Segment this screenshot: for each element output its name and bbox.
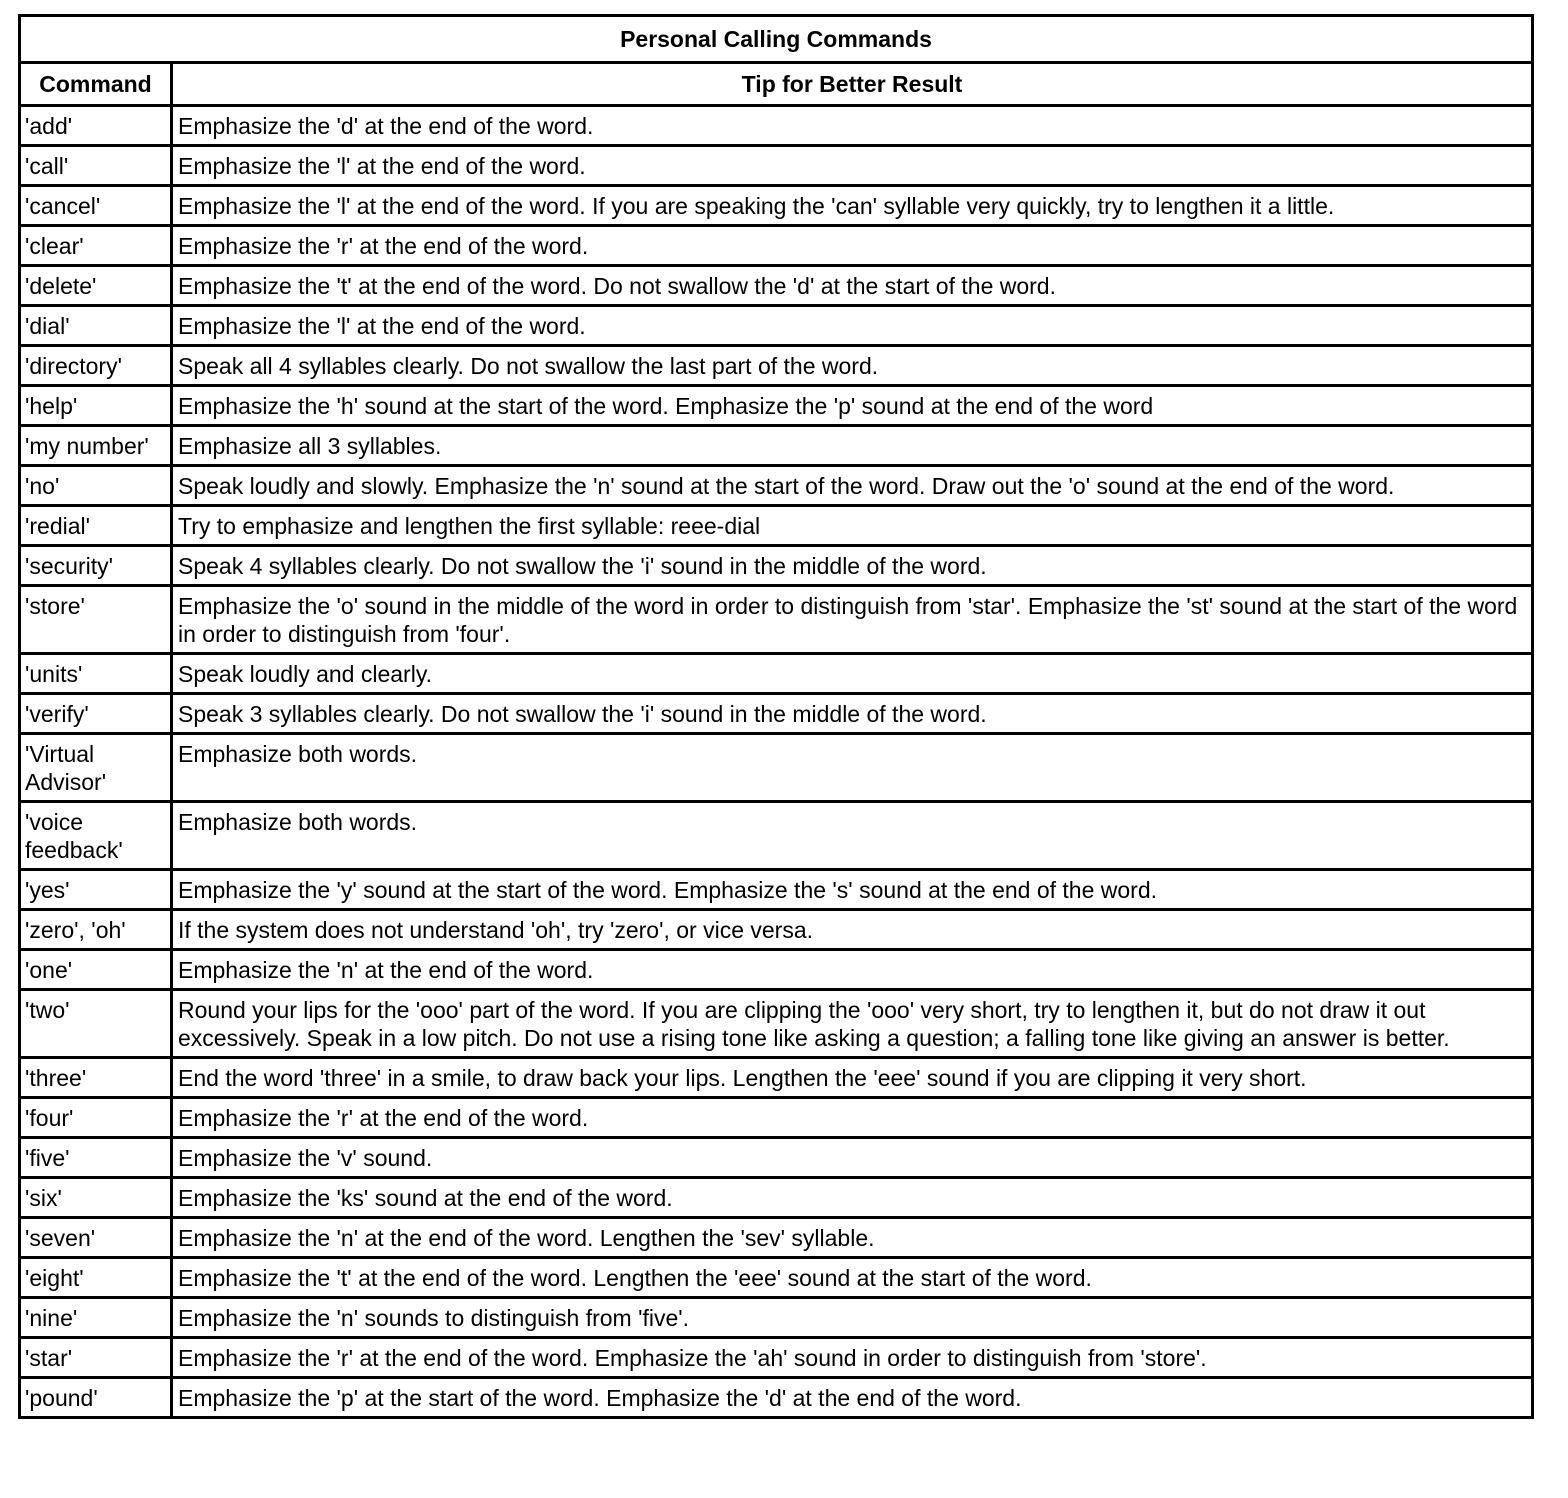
table-title: Personal Calling Commands	[20, 16, 1533, 63]
tip-cell: Emphasize the 'n' sounds to distinguish from 'five'.	[172, 1298, 1533, 1338]
tip-cell: Emphasize the 'l' at the end of the word.	[172, 146, 1533, 186]
tip-cell: Try to emphasize and lengthen the first syllable: reee-dial	[172, 506, 1533, 546]
table-row	[20, 1058, 1533, 1098]
command-cell: 'yes'	[20, 870, 172, 910]
command-cell: 'four'	[20, 1098, 172, 1138]
table-row	[20, 802, 1533, 870]
table-row	[20, 106, 1533, 146]
tip-cell: Speak loudly and slowly. Emphasize the 'n' sound at the start of the word. Draw out the 'o' sound at the end of the word.	[172, 466, 1533, 506]
table-header-row	[20, 63, 1533, 106]
command-cell: 'star'	[20, 1338, 172, 1378]
table-row	[20, 1218, 1533, 1258]
command-cell: 'store'	[20, 586, 172, 654]
table-row	[20, 990, 1533, 1058]
command-cell: 'five'	[20, 1138, 172, 1178]
command-cell: 'redial'	[20, 506, 172, 546]
command-cell: 'call'	[20, 146, 172, 186]
table-row	[20, 1298, 1533, 1338]
tip-cell: Emphasize both words.	[172, 734, 1533, 802]
tip-cell: Emphasize the 'r' at the end of the word. Emphasize the 'ah' sound in order to distinguish from 'store'.	[172, 1338, 1533, 1378]
command-cell: 'units'	[20, 654, 172, 694]
command-cell: 'no'	[20, 466, 172, 506]
command-cell: 'zero', 'oh'	[20, 910, 172, 950]
table-row	[20, 466, 1533, 506]
command-cell: 'directory'	[20, 346, 172, 386]
tip-cell: Emphasize the 'l' at the end of the word. If you are speaking the 'can' syllable very quickly, try to lengthen it a little.	[172, 186, 1533, 226]
command-cell: 'security'	[20, 546, 172, 586]
tip-cell: Emphasize the 'r' at the end of the word.	[172, 1098, 1533, 1138]
tip-cell: Emphasize the 'd' at the end of the word.	[172, 106, 1533, 146]
tip-cell: Speak all 4 syllables clearly. Do not swallow the last part of the word.	[172, 346, 1533, 386]
table-row	[20, 186, 1533, 226]
table-row	[20, 346, 1533, 386]
tip-cell: Emphasize the 'p' at the start of the word. Emphasize the 'd' at the end of the word.	[172, 1378, 1533, 1418]
tip-cell: Emphasize the 'o' sound in the middle of the word in order to distinguish from 'star'. Emphasize the 'st' sound at the start of the word in order to distinguish from 'four'.	[172, 586, 1533, 654]
command-cell: 'pound'	[20, 1378, 172, 1418]
table-row	[20, 426, 1533, 466]
table-row	[20, 306, 1533, 346]
command-cell: 'my number'	[20, 426, 172, 466]
table-row	[20, 146, 1533, 186]
command-cell: 'dial'	[20, 306, 172, 346]
table-row	[20, 1138, 1533, 1178]
tip-cell: Emphasize both words.	[172, 802, 1533, 870]
tip-cell: Speak 3 syllables clearly. Do not swallow the 'i' sound in the middle of the word.	[172, 694, 1533, 734]
table-row	[20, 546, 1533, 586]
tip-cell: Emphasize the 'l' at the end of the word.	[172, 306, 1533, 346]
table-title-row	[20, 16, 1533, 63]
table-row	[20, 1178, 1533, 1218]
tip-cell: End the word 'three' in a smile, to draw back your lips. Lengthen the 'eee' sound if you are clipping it very short.	[172, 1058, 1533, 1098]
table-row	[20, 910, 1533, 950]
table-row	[20, 586, 1533, 654]
command-cell: 'voice feedback'	[20, 802, 172, 870]
tip-cell: Emphasize all 3 syllables.	[172, 426, 1533, 466]
table-row	[20, 226, 1533, 266]
tip-cell: Emphasize the 'ks' sound at the end of the word.	[172, 1178, 1533, 1218]
table-row	[20, 734, 1533, 802]
command-cell: 'two'	[20, 990, 172, 1058]
tip-cell: Round your lips for the 'ooo' part of the word. If you are clipping the 'ooo' very short, try to lengthen it, but do not draw it out excessively. Speak in a low pitch. Do not use a rising tone like asking a question; a falling tone like giving an answer is better.	[172, 990, 1533, 1058]
tip-cell: Speak 4 syllables clearly. Do not swallow the 'i' sound in the middle of the word.	[172, 546, 1533, 586]
tip-cell: Emphasize the 'r' at the end of the word.	[172, 226, 1533, 266]
command-cell: 'Virtual Advisor'	[20, 734, 172, 802]
table-row	[20, 1098, 1533, 1138]
command-cell: 'nine'	[20, 1298, 172, 1338]
table-row	[20, 1258, 1533, 1298]
command-cell: 'clear'	[20, 226, 172, 266]
tip-cell: Emphasize the 'h' sound at the start of the word. Emphasize the 'p' sound at the end of the word	[172, 386, 1533, 426]
tip-cell: If the system does not understand 'oh', try 'zero', or vice versa.	[172, 910, 1533, 950]
table-row	[20, 654, 1533, 694]
command-cell: 'six'	[20, 1178, 172, 1218]
tip-cell: Emphasize the 'n' at the end of the word. Lengthen the 'sev' syllable.	[172, 1218, 1533, 1258]
command-cell: 'three'	[20, 1058, 172, 1098]
command-cell: 'add'	[20, 106, 172, 146]
table-row	[20, 386, 1533, 426]
tip-cell: Speak loudly and clearly.	[172, 654, 1533, 694]
commands-table	[18, 14, 1534, 1419]
tip-cell: Emphasize the 'v' sound.	[172, 1138, 1533, 1178]
table-row	[20, 1338, 1533, 1378]
header-tip: Tip for Better Result	[172, 63, 1533, 106]
command-cell: 'eight'	[20, 1258, 172, 1298]
table-row	[20, 950, 1533, 990]
header-command: Command	[20, 63, 172, 106]
command-cell: 'delete'	[20, 266, 172, 306]
tip-cell: Emphasize the 't' at the end of the word. Do not swallow the 'd' at the start of the word.	[172, 266, 1533, 306]
table-row	[20, 870, 1533, 910]
tip-cell: Emphasize the 'n' at the end of the word.	[172, 950, 1533, 990]
command-cell: 'cancel'	[20, 186, 172, 226]
tip-cell: Emphasize the 't' at the end of the word. Lengthen the 'eee' sound at the start of the word.	[172, 1258, 1533, 1298]
table-body	[20, 106, 1533, 1418]
command-cell: 'verify'	[20, 694, 172, 734]
table-row	[20, 506, 1533, 546]
command-cell: 'one'	[20, 950, 172, 990]
table-row	[20, 694, 1533, 734]
command-cell: 'help'	[20, 386, 172, 426]
tip-cell: Emphasize the 'y' sound at the start of the word. Emphasize the 's' sound at the end of the word.	[172, 870, 1533, 910]
table-row	[20, 1378, 1533, 1418]
command-cell: 'seven'	[20, 1218, 172, 1258]
table-row	[20, 266, 1533, 306]
